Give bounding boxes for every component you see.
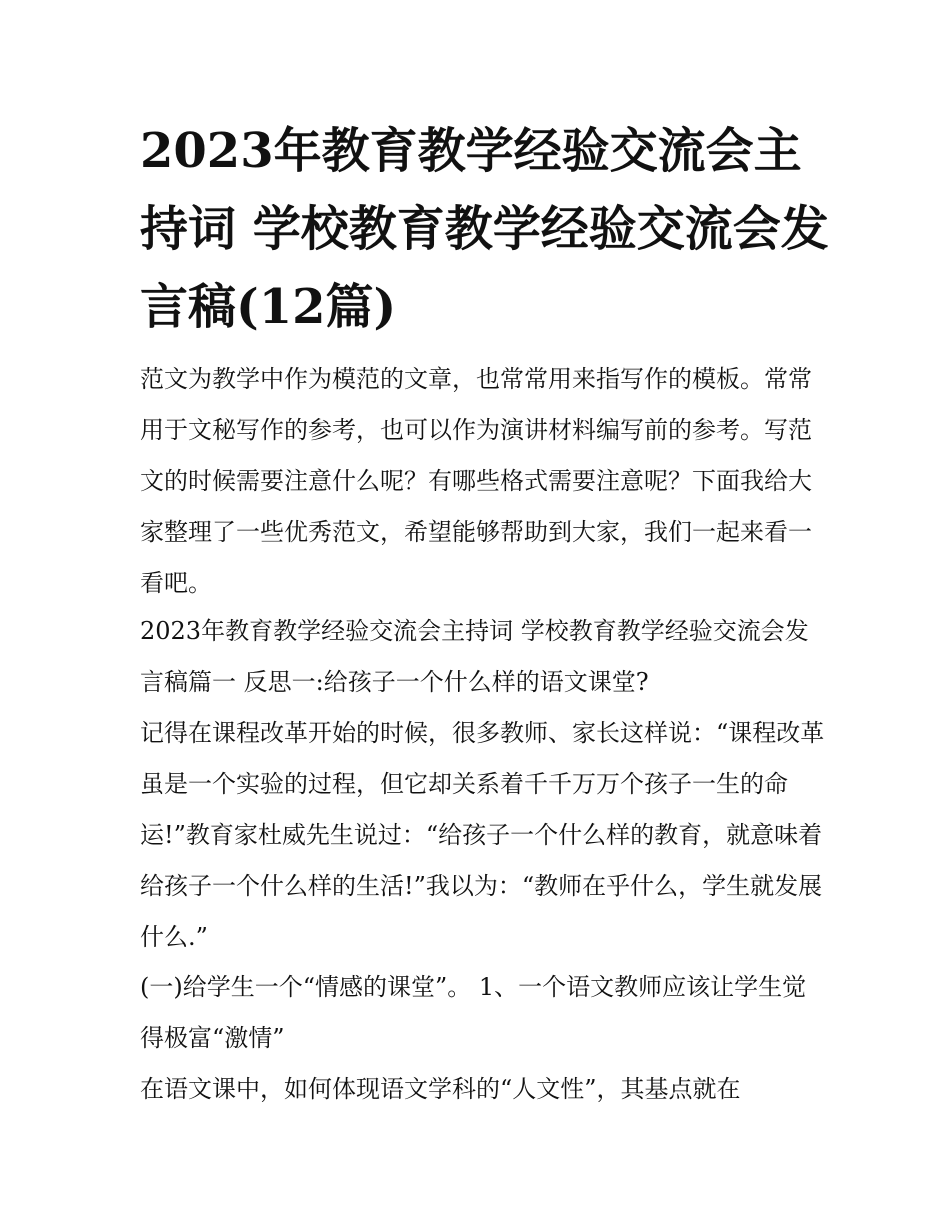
subsection-heading: (一)给学生一个“情感的课堂”。 1、一个语文教师应该让学生觉得极富“激情” [140,973,807,1052]
body-paragraph: 在语文课中，如何体现语文学科的“人文性”，其基点就在 [140,1075,741,1103]
body-paragraph: 记得在课程改革开始的时候，很多教师、家长这样说：“课程改革虽是一个实验的过程，但它却关系着千千万万个孩子一生的命运!”教育家杜威先生说过：“给孩子一个什么样的教育，就意味着给孩子一个什么样的生活!”我以为：“教师在乎什么，学生就发展什么.” [140,719,825,951]
section-heading: 2023年教育教学经验交流会主持词 学校教育教学经验交流会发言稿篇一 反思一:给孩子一个什么样的语文课堂? [140,617,809,696]
document-title: 2023年教育教学经验交流会主持词 学校教育教学经验交流会发言稿(12篇) [140,123,829,335]
intro-paragraph: 范文为教学中作为模范的文章，也常常用来指写作的模板。常常用于文秘写作的参考，也可以作为演讲材料编写前的参考。写范文的时候需要注意什么呢？有哪些格式需要注意呢？下面我给大家整理了一些优秀范文，希望能够帮助到大家，我们一起来看一看吧。 [140,365,812,597]
